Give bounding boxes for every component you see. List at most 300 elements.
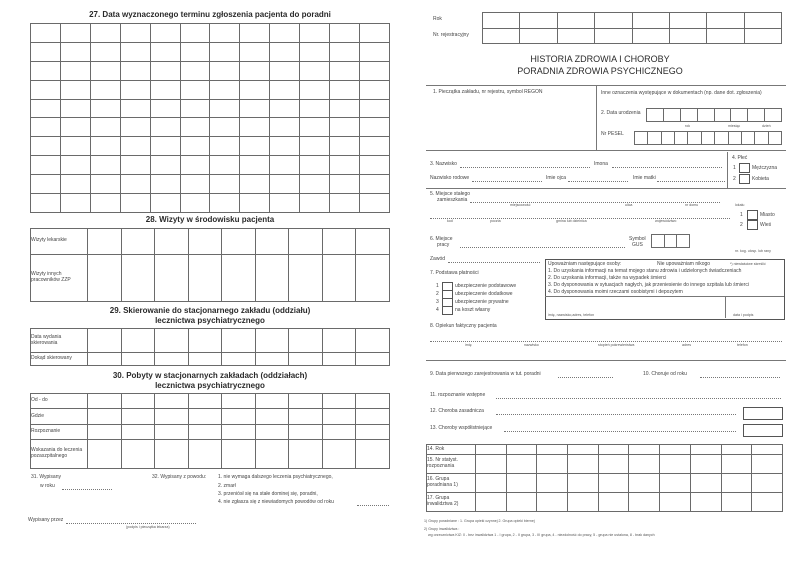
grid-cell[interactable] <box>240 61 270 80</box>
grid-cell[interactable] <box>669 13 706 29</box>
grid-cell[interactable] <box>120 118 150 137</box>
grid-cell[interactable] <box>356 329 390 353</box>
grid-cell[interactable] <box>210 175 240 194</box>
grid-cell[interactable] <box>680 109 697 122</box>
grid-cell[interactable] <box>88 440 122 469</box>
grid-cell[interactable] <box>483 13 520 29</box>
grid-cell[interactable] <box>270 42 300 61</box>
grid-cell[interactable] <box>300 80 330 99</box>
grid-cell[interactable] <box>210 42 240 61</box>
grid-cell[interactable] <box>120 42 150 61</box>
first-registration-line[interactable] <box>558 377 613 378</box>
grid-cell[interactable] <box>520 13 557 29</box>
grid-cell[interactable] <box>31 80 61 99</box>
grid-cell[interactable] <box>661 132 674 145</box>
grid-cell[interactable] <box>222 440 256 469</box>
grid-cell[interactable] <box>210 118 240 137</box>
grid-cell[interactable] <box>90 175 120 194</box>
grid-cell[interactable] <box>60 99 90 118</box>
grid-cell[interactable] <box>300 194 330 213</box>
grid-cell[interactable] <box>359 99 389 118</box>
grid-cell[interactable] <box>568 445 599 455</box>
grid-cell[interactable] <box>180 24 210 43</box>
grid-cell[interactable] <box>31 61 61 80</box>
grid-cell[interactable] <box>210 61 240 80</box>
grid-cell[interactable] <box>289 424 323 439</box>
grid-cell[interactable] <box>330 99 360 118</box>
grid-cell[interactable] <box>121 394 155 409</box>
grid-cell[interactable] <box>240 80 270 99</box>
grid-cell[interactable] <box>356 409 390 424</box>
grid-cell[interactable] <box>150 156 180 175</box>
grid-cell[interactable] <box>520 28 557 44</box>
grid-cell[interactable] <box>330 118 360 137</box>
grid-cell[interactable] <box>188 424 222 439</box>
grid-cell[interactable] <box>155 424 189 439</box>
grid-cell[interactable] <box>90 24 120 43</box>
grid-cell[interactable] <box>121 329 155 353</box>
grid-cell[interactable] <box>476 493 507 512</box>
comorbidities-code-box[interactable] <box>743 424 783 437</box>
grid-cell[interactable] <box>222 229 256 255</box>
grid-cell[interactable] <box>255 353 289 366</box>
grid-cell[interactable] <box>240 175 270 194</box>
grid-cell[interactable] <box>629 474 660 493</box>
grid-cell[interactable] <box>180 80 210 99</box>
grid-cell[interactable] <box>330 42 360 61</box>
grid-cell[interactable] <box>675 132 688 145</box>
grid-cell[interactable] <box>270 99 300 118</box>
grid-cell[interactable] <box>483 28 520 44</box>
grid-cell[interactable] <box>359 24 389 43</box>
grid-cell[interactable] <box>359 137 389 156</box>
grid-cell[interactable] <box>506 445 537 455</box>
grid-cell[interactable] <box>707 13 744 29</box>
grid-cell[interactable] <box>188 440 222 469</box>
grid-cell[interactable] <box>88 394 122 409</box>
grid-cell[interactable] <box>690 474 721 493</box>
grid-cell[interactable] <box>240 156 270 175</box>
main-illness-line[interactable] <box>496 414 736 415</box>
grid-cell[interactable] <box>88 229 122 255</box>
grid-cell[interactable] <box>270 137 300 156</box>
grid-cell[interactable] <box>270 156 300 175</box>
first-names-line[interactable] <box>612 167 722 168</box>
grid-cell[interactable] <box>632 28 669 44</box>
grid-cell[interactable] <box>322 409 356 424</box>
grid-cell[interactable] <box>60 156 90 175</box>
grid-cell[interactable] <box>752 474 783 493</box>
grid-cell[interactable] <box>300 24 330 43</box>
grid-cell[interactable] <box>270 24 300 43</box>
grid-cell[interactable] <box>240 118 270 137</box>
grid-cell[interactable] <box>222 409 256 424</box>
grid-cell[interactable] <box>188 329 222 353</box>
grid-cell[interactable] <box>31 137 61 156</box>
grid-cell[interactable] <box>598 493 629 512</box>
grid-cell[interactable] <box>155 353 189 366</box>
ill-since-line[interactable] <box>700 377 780 378</box>
comorbidities-line[interactable] <box>504 431 736 432</box>
grid-cell[interactable] <box>120 137 150 156</box>
grid-cell[interactable] <box>568 474 599 493</box>
guardian-line[interactable] <box>430 341 782 342</box>
grid-cell[interactable] <box>744 13 781 29</box>
grid-cell[interactable] <box>322 229 356 255</box>
grid-cell[interactable] <box>359 42 389 61</box>
grid-cell[interactable] <box>90 156 120 175</box>
grid-cell[interactable] <box>568 455 599 474</box>
grid-cell[interactable] <box>270 118 300 137</box>
grid-cell[interactable] <box>728 132 741 145</box>
grid-cell[interactable] <box>88 424 122 439</box>
grid-cell[interactable] <box>330 24 360 43</box>
grid-cell[interactable] <box>595 13 632 29</box>
grid-cell[interactable] <box>660 445 691 455</box>
grid-cell[interactable] <box>741 132 754 145</box>
grid-cell[interactable] <box>222 424 256 439</box>
grid-cell[interactable] <box>240 137 270 156</box>
grid-cell[interactable] <box>707 28 744 44</box>
grid-cell[interactable] <box>120 24 150 43</box>
grid-cell[interactable] <box>476 445 507 455</box>
grid-cell[interactable] <box>150 137 180 156</box>
gus-symbol-boxes[interactable] <box>651 234 690 248</box>
grid-cell[interactable] <box>255 229 289 255</box>
grid-cell[interactable] <box>476 474 507 493</box>
grid-cell[interactable] <box>88 353 122 366</box>
grid-cell[interactable] <box>121 440 155 469</box>
grid-cell[interactable] <box>721 493 752 512</box>
village-checkbox[interactable] <box>747 220 758 230</box>
grid-cell[interactable] <box>188 229 222 255</box>
grid-cell[interactable] <box>629 455 660 474</box>
grid-cell[interactable] <box>155 440 189 469</box>
grid-cell[interactable] <box>714 109 731 122</box>
grid-cell[interactable] <box>180 42 210 61</box>
grid-cell[interactable] <box>506 474 537 493</box>
grid-cell[interactable] <box>255 424 289 439</box>
grid-cell[interactable] <box>31 99 61 118</box>
grid-cell[interactable] <box>289 440 323 469</box>
grid-cell[interactable] <box>752 455 783 474</box>
grid-cell[interactable] <box>300 137 330 156</box>
grid-cell[interactable] <box>180 175 210 194</box>
grid-cell[interactable] <box>300 175 330 194</box>
grid-cell[interactable] <box>701 132 714 145</box>
field-31-year-line[interactable] <box>62 489 112 490</box>
grid-cell[interactable] <box>752 493 783 512</box>
grid-cell[interactable] <box>648 132 661 145</box>
year-reg-boxes[interactable] <box>482 12 782 44</box>
grid-cell[interactable] <box>356 254 390 301</box>
main-illness-code-box[interactable] <box>743 407 783 420</box>
grid-cell[interactable] <box>598 445 629 455</box>
grid-cell[interactable] <box>180 99 210 118</box>
grid-cell[interactable] <box>31 24 61 43</box>
grid-cell[interactable] <box>506 455 537 474</box>
grid-cell[interactable] <box>330 61 360 80</box>
sex-female-checkbox[interactable] <box>739 174 750 184</box>
grid-cell[interactable] <box>359 194 389 213</box>
grid-cell[interactable] <box>60 194 90 213</box>
grid-cell[interactable] <box>322 394 356 409</box>
grid-cell[interactable] <box>629 493 660 512</box>
grid-cell[interactable] <box>90 99 120 118</box>
grid-cell[interactable] <box>359 61 389 80</box>
grid-cell[interactable] <box>557 13 594 29</box>
grid-cell[interactable] <box>289 394 323 409</box>
grid-cell[interactable] <box>90 194 120 213</box>
grid-cell[interactable] <box>663 109 680 122</box>
grid-cell[interactable] <box>270 80 300 99</box>
grid-cell[interactable] <box>240 42 270 61</box>
grid-cell[interactable] <box>300 156 330 175</box>
grid-cell[interactable] <box>60 118 90 137</box>
payment-option-number: 4 <box>436 307 439 313</box>
grid-cell[interactable] <box>300 118 330 137</box>
grid-cell[interactable] <box>240 194 270 213</box>
grid-cell[interactable] <box>330 80 360 99</box>
grid-cell[interactable] <box>121 254 155 301</box>
grid-cell[interactable] <box>60 80 90 99</box>
grid-cell[interactable] <box>568 493 599 512</box>
grid-cell[interactable] <box>270 61 300 80</box>
grid-cell[interactable] <box>629 445 660 455</box>
grid-cell[interactable] <box>322 440 356 469</box>
grid-cell[interactable] <box>90 61 120 80</box>
grid-cell[interactable] <box>31 156 61 175</box>
grid-cell[interactable] <box>210 99 240 118</box>
grid-cell[interactable] <box>697 109 714 122</box>
grid-cell[interactable] <box>300 61 330 80</box>
grid-cell[interactable] <box>635 132 648 145</box>
grid-cell[interactable] <box>270 194 300 213</box>
city-checkbox[interactable] <box>747 210 758 220</box>
grid-cell[interactable] <box>120 194 150 213</box>
grid-cell[interactable] <box>222 394 256 409</box>
grid-cell[interactable] <box>150 80 180 99</box>
grid-cell[interactable] <box>60 42 90 61</box>
grid-cell[interactable] <box>31 42 61 61</box>
grid-cell[interactable] <box>537 474 568 493</box>
grid-cell[interactable] <box>88 254 122 301</box>
grid-cell[interactable] <box>688 132 701 145</box>
grid-cell[interactable] <box>748 109 765 122</box>
grid-cell[interactable] <box>222 254 256 301</box>
grid-cell[interactable] <box>270 175 300 194</box>
grid-cell[interactable] <box>647 109 664 122</box>
grid-cell[interactable] <box>289 409 323 424</box>
grid-cell[interactable] <box>690 445 721 455</box>
payment-option-checkbox[interactable] <box>442 306 453 315</box>
discharged-by-line[interactable] <box>66 523 196 524</box>
grid-cell[interactable] <box>120 80 150 99</box>
grid-cell[interactable] <box>755 132 768 145</box>
grid-cell[interactable] <box>60 137 90 156</box>
grid-cell[interactable] <box>188 409 222 424</box>
grid-cell[interactable] <box>150 175 180 194</box>
grid-cell[interactable] <box>595 28 632 44</box>
grid-cell[interactable] <box>88 329 122 353</box>
grid-cell[interactable] <box>180 118 210 137</box>
sex-male-checkbox[interactable] <box>739 163 750 173</box>
grid-cell[interactable] <box>240 24 270 43</box>
residence-line-1[interactable] <box>470 202 720 203</box>
grid-cell[interactable] <box>322 254 356 301</box>
grid-cell[interactable] <box>120 61 150 80</box>
grid-cell[interactable] <box>155 394 189 409</box>
grid-cell[interactable] <box>322 329 356 353</box>
grid-cell[interactable] <box>330 156 360 175</box>
mother-name-line[interactable] <box>657 181 725 182</box>
grid-cell[interactable] <box>60 175 90 194</box>
grid-cell[interactable] <box>155 409 189 424</box>
grid-cell[interactable] <box>240 99 270 118</box>
grid-cell[interactable] <box>210 156 240 175</box>
grid-cell[interactable] <box>322 424 356 439</box>
grid-cell[interactable] <box>150 42 180 61</box>
grid-cell[interactable] <box>359 175 389 194</box>
grid-cell[interactable] <box>150 99 180 118</box>
grid-cell[interactable] <box>255 254 289 301</box>
grid-cell[interactable] <box>120 156 150 175</box>
grid-cell[interactable] <box>632 13 669 29</box>
grid-cell[interactable] <box>210 24 240 43</box>
grid-cell[interactable] <box>222 329 256 353</box>
grid-cell[interactable] <box>300 42 330 61</box>
grid-cell[interactable] <box>664 235 677 248</box>
initial-diagnosis-line[interactable] <box>496 398 781 399</box>
grid-cell[interactable] <box>721 474 752 493</box>
grid-cell[interactable] <box>744 28 781 44</box>
grid-cell[interactable] <box>88 409 122 424</box>
grid-cell[interactable] <box>121 409 155 424</box>
grid-cell[interactable] <box>90 80 120 99</box>
field-32-year-line[interactable] <box>357 505 389 506</box>
grid-cell[interactable] <box>255 440 289 469</box>
grid-cell[interactable] <box>90 118 120 137</box>
grid-cell[interactable] <box>255 329 289 353</box>
grid-cell[interactable] <box>155 254 189 301</box>
occupation-line[interactable] <box>448 262 540 263</box>
father-name-line[interactable] <box>568 181 628 182</box>
grid-cell[interactable] <box>289 254 323 301</box>
grid-cell[interactable] <box>180 194 210 213</box>
grid-cell[interactable] <box>537 445 568 455</box>
grid-cell[interactable] <box>768 132 781 145</box>
grid-cell[interactable] <box>359 156 389 175</box>
grid-cell[interactable] <box>660 493 691 512</box>
grid-cell[interactable] <box>90 42 120 61</box>
grid-cell[interactable] <box>155 229 189 255</box>
grid-cell[interactable] <box>721 445 752 455</box>
grid-cell[interactable] <box>765 109 782 122</box>
grid-cell[interactable] <box>660 474 691 493</box>
grid-cell[interactable] <box>210 137 240 156</box>
grid-cell[interactable] <box>180 61 210 80</box>
grid-cell[interactable] <box>222 353 256 366</box>
grid-cell[interactable] <box>356 394 390 409</box>
pesel-boxes[interactable] <box>634 131 782 145</box>
grid-cell[interactable] <box>356 424 390 439</box>
grid-cell[interactable] <box>715 132 728 145</box>
grid-cell[interactable] <box>557 28 594 44</box>
grid-cell[interactable] <box>289 229 323 255</box>
workplace-line[interactable] <box>460 247 625 248</box>
grid-cell[interactable] <box>210 80 240 99</box>
grid-cell[interactable] <box>289 353 323 366</box>
grid-cell[interactable] <box>598 474 629 493</box>
grid-cell[interactable] <box>188 394 222 409</box>
grid-cell[interactable] <box>322 353 356 366</box>
grid-cell[interactable] <box>356 353 390 366</box>
birth-date-boxes[interactable] <box>646 108 782 122</box>
grid-cell[interactable] <box>255 394 289 409</box>
grid-cell[interactable] <box>669 28 706 44</box>
grid-cell[interactable] <box>60 24 90 43</box>
grid-cell[interactable] <box>150 194 180 213</box>
grid-cell[interactable] <box>255 409 289 424</box>
grid-cell[interactable] <box>289 329 323 353</box>
surname-line[interactable] <box>460 167 590 168</box>
grid-cell[interactable] <box>330 175 360 194</box>
grid-cell[interactable] <box>330 137 360 156</box>
grid-cell[interactable] <box>121 353 155 366</box>
grid-cell[interactable] <box>677 235 690 248</box>
grid-cell[interactable] <box>90 137 120 156</box>
grid-cell[interactable] <box>150 24 180 43</box>
grid-cell[interactable] <box>188 353 222 366</box>
grid-cell[interactable] <box>31 175 61 194</box>
grid-cell[interactable] <box>120 99 150 118</box>
grid-cell[interactable] <box>180 137 210 156</box>
grid-cell[interactable] <box>690 455 721 474</box>
grid-cell[interactable] <box>359 118 389 137</box>
grid-cell[interactable] <box>121 424 155 439</box>
grid-cell[interactable] <box>121 229 155 255</box>
grid-cell[interactable] <box>356 229 390 255</box>
grid-cell[interactable] <box>31 118 61 137</box>
grid-cell[interactable] <box>537 455 568 474</box>
grid-cell[interactable] <box>150 61 180 80</box>
grid-cell[interactable] <box>155 329 189 353</box>
grid-cell[interactable] <box>356 440 390 469</box>
grid-cell[interactable] <box>188 254 222 301</box>
grid-cell[interactable] <box>359 80 389 99</box>
grid-cell[interactable] <box>721 455 752 474</box>
grid-cell[interactable] <box>150 118 180 137</box>
grid-cell[interactable] <box>120 175 150 194</box>
grid-cell[interactable] <box>180 156 210 175</box>
grid-cell[interactable] <box>598 455 629 474</box>
grid-cell[interactable] <box>210 194 240 213</box>
grid-cell[interactable] <box>652 235 665 248</box>
grid-cell[interactable] <box>690 493 721 512</box>
grid-cell[interactable] <box>731 109 748 122</box>
maiden-name-line[interactable] <box>472 181 542 182</box>
sex-option-1-number: 1 <box>733 165 736 171</box>
grid-cell[interactable] <box>660 455 691 474</box>
grid-cell[interactable] <box>330 194 360 213</box>
grid-cell[interactable] <box>60 61 90 80</box>
grid-cell[interactable] <box>300 99 330 118</box>
grid-cell[interactable] <box>476 455 507 474</box>
grid-cell[interactable] <box>752 445 783 455</box>
grid-cell[interactable] <box>31 194 61 213</box>
grid-cell[interactable] <box>537 493 568 512</box>
grid-cell[interactable] <box>506 493 537 512</box>
